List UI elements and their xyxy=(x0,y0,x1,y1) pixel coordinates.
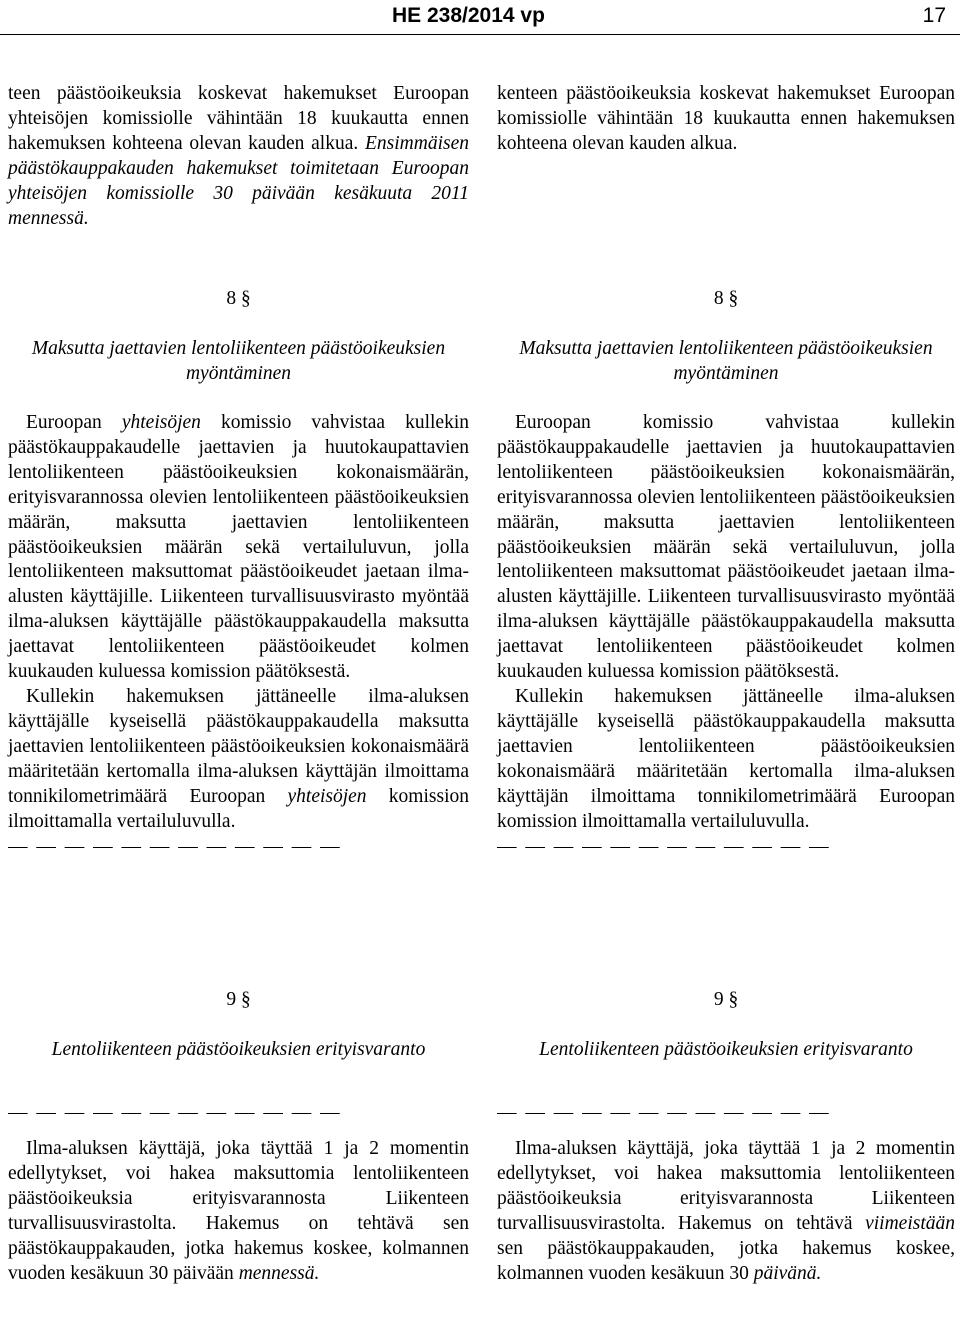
right-s8-heading: 8 § xyxy=(713,288,739,309)
right-s8-paragraph-2: Kullekin hakemuksen jättäneelle ilma-aluksen käyttäjälle kyseisellä päästökauppakaudella maksutta jaettavien lentoliikenteen päästöoikeuksien kokonaismäärä määritetään kertomalla ilma-aluksen käyttäjän ilmoittama tonnikilometrimäärä Euroopan komission ilmoittamalla vertailuluvulla. xyxy=(497,685,955,832)
left-section-8 xyxy=(8,286,469,311)
left-omission-dashes: — — — — — — — — — — — — xyxy=(8,836,342,858)
right-omission-dashes: — — — — — — — — — — — — xyxy=(497,836,831,858)
left-s8-paragraph-1: Euroopan yhteisöjen komissio vahvistaa kullekin päästökauppakaudelle jaettavien ja huutokaupattavien lentoliikenteen päästöoikeuksien kokonaismäärän, erityisvarannossa olevien lentoliikenteen päästöoikeuksien määrän, maksutta jaettavien lentoliikenteen päästöoikeuksien määrän sekä vertailuluvun, jolla lentoliikenteen maksuttomat päästöoikeudet jaetaan ilma-alusten käyttäjille. Liikenteen turvallisuusvirasto myöntää ilma-aluksen käyttäjälle päästökauppakaudella maksutta jaettavat lentoliikenteen päästöoikeudet kolmen kuukauden kuluessa komission päätöksestä. xyxy=(8,412,470,683)
left-s9-title: Lentoliikenteen päästöoikeuksien erityisvaranto xyxy=(51,1039,426,1060)
right-s9-heading: 9 § xyxy=(713,989,739,1010)
right-s8-paragraph-1: Euroopan komissio vahvistaa kullekin päästökauppakaudelle jaettavien ja huutokaupattavien lentoliikenteen päästöoikeuksien kokonaismäärän, erityisvarannossa olevien lentoliikenteen päästöoikeuksien määrän, maksutta jaettavien lentoliikenteen päästöoikeuksien määrän sekä vertailuluvun, jolla lentoliikenteen maksuttomat päästöoikeudet jaetaan ilma-alusten käyttäjille. Liikenteen turvallisuusvirasto myöntää ilma-aluksen käyttäjälle päästökauppakaudella maksutta jaettavat lentoliikenteen päästöoikeudet kolmen kuukauden kuluessa komission päätöksestä. xyxy=(497,412,955,683)
document-title: HE 238/2014 vp xyxy=(392,4,545,27)
right-s9-title: Lentoliikenteen päästöoikeuksien erityisvaranto xyxy=(539,1039,913,1060)
right-s8-title: Maksutta jaettavien lentoliikenteen päästöoikeuksien myöntäminen xyxy=(519,338,933,384)
right-s8-body xyxy=(497,411,955,859)
left-intro-italic: Ensimmäisen päästökauppakauden hakemukset toimitetaan Euroopan yhteisöjen komissiolle 30 päivään kesäkuuta 2011 mennessä. xyxy=(8,132,469,229)
left-s9-paragraph-1: Ilma-aluksen käyttäjä, joka täyttää 1 ja 2 momentin edellytykset, voi hakea maksuttomia lentoliikenteen päästöoikeuksia erityisvarannosta Liikenteen turvallisuusvirastolta. Hakemus on tehtävä sen päästökauppakauden, jotka hakemus koskee, kolmannen vuoden kesäkuun 30 päivään mennessä. xyxy=(8,1138,469,1284)
right-s9-paragraph-1: Ilma-aluksen käyttäjä, joka täyttää 1 ja 2 momentin edellytykset, voi hakea maksuttomia lentoliikenteen päästöoikeuksia erityisvarannosta Liikenteen turvallisuusvirastolta. Hakemus on tehtävä viimeistään sen päästökauppakauden, jotka hakemus koskee, kolmannen vuoden kesäkuun 30 päivänä. xyxy=(497,1138,955,1284)
right-intro-text: kenteen päästöoikeuksia koskevat hakemukset Euroopan komissiolle vähintään 18 kuukautta ennen hakemuksen kohteena olevan kauden alkua. xyxy=(497,83,955,154)
left-s8-title: Maksutta jaettavien lentoliikenteen päästöoikeuksien myöntäminen xyxy=(31,338,446,384)
left-s9-dashes: — — — — — — — — — — — — xyxy=(8,1102,342,1123)
page-number: 17 xyxy=(922,4,946,27)
right-s9-dashes: — — — — — — — — — — — — xyxy=(497,1102,831,1123)
left-s9-heading: 9 § xyxy=(226,989,251,1010)
left-s8-body xyxy=(8,411,469,859)
header-rule xyxy=(0,34,960,35)
left-intro-text: teen päästöoikeuksia koskevat hakemukset Euroopan yhteisöjen komissiolle vähintään 18 kuukautta ennen hakemuksen kohteena olevan kauden alkua. xyxy=(8,83,469,154)
left-s8-paragraph-2: Kullekin hakemuksen jättäneelle ilma-aluksen käyttäjälle kyseisellä päästökauppakaudella maksutta jaettavien lentoliikenteen päästöoikeuksien kokonaismäärä määritetään kertomalla ilma-aluksen käyttäjän ilmoittama tonnikilometrimäärä Euroopan yhteisöjen komission ilmoittamalla vertailuluvulla. xyxy=(8,685,469,832)
right-intro-paragraph xyxy=(497,82,955,157)
left-intro-paragraph xyxy=(8,82,469,231)
left-s8-heading: 8 § xyxy=(226,288,251,309)
